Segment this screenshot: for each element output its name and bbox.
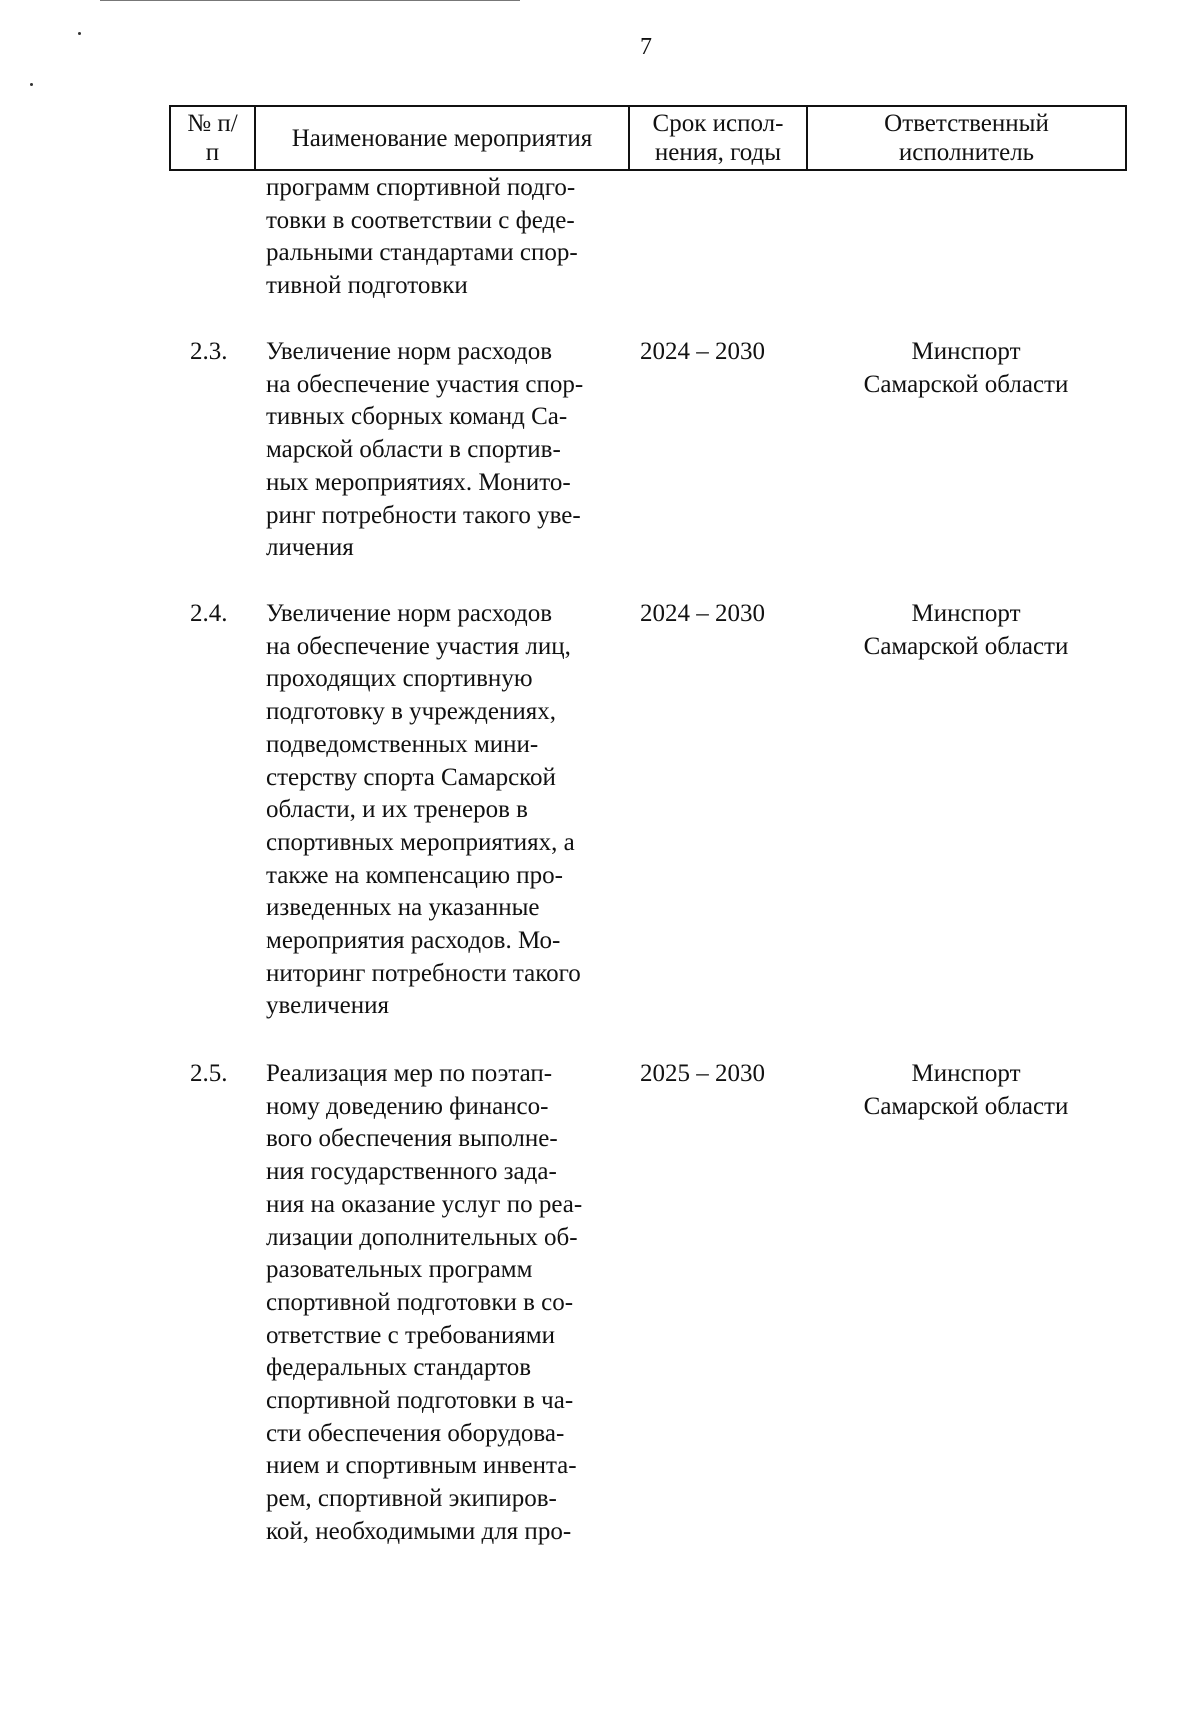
scan-speck (30, 83, 33, 86)
text-line: Увеличение норм расходов (266, 338, 553, 365)
text-line: ния на оказание услуг по реа- (266, 1190, 583, 1218)
header-term: Срок испол-нения, годы (630, 107, 808, 169)
responsible-line: Минспорт (911, 1060, 1021, 1087)
row-description (266, 598, 624, 1023)
text-line: спортивной подготовки в ча- (266, 1387, 574, 1415)
text-line: ния государственного зада- (266, 1158, 557, 1186)
row-description (266, 1058, 624, 1549)
row-number: 2.5. (190, 1060, 228, 1087)
text-line: спортивной подготовки в со- (266, 1288, 574, 1316)
text-line: изведенных на указанные (266, 894, 540, 922)
text-line: увеличения (266, 992, 390, 1020)
row-number: 2.4. (190, 600, 228, 627)
header-name: Наименование мероприятия (256, 107, 630, 169)
responsible-line: Минспорт (911, 600, 1021, 627)
text-line: личения (266, 534, 354, 562)
text-line: ответствие с требованиями (266, 1321, 556, 1349)
continuation-text (266, 172, 624, 303)
text-line: подведомственных мини- (266, 730, 539, 758)
row-responsible (826, 1058, 1106, 1123)
header-responsible: Ответственный исполнитель (884, 110, 1049, 166)
row-term: 2024 – 2030 (640, 600, 765, 627)
text-line: товки в соответствии с феде- (266, 206, 575, 234)
text-line: стерству спорта Самарской (266, 763, 556, 791)
text-line: тивных сборных команд Са- (266, 403, 568, 431)
text-line: также на компенсацию про- (266, 861, 563, 889)
text-line: ниторинг потребности такого (266, 959, 581, 987)
row-term: 2024 – 2030 (640, 338, 765, 365)
responsible-line: Самарской области (863, 370, 1069, 398)
text-line: подготовку в учреждениях, (266, 698, 556, 726)
text-line: мероприятия расходов. Мо- (266, 927, 561, 955)
scan-edge-line (100, 0, 520, 1)
text-line: сти обеспечения оборудова- (266, 1419, 565, 1447)
row-number: 2.3. (190, 338, 228, 365)
text-line: тивной подготовки (266, 272, 468, 300)
text-line: марской области в спортив- (266, 436, 561, 464)
text-line: спортивных мероприятиях, а (266, 828, 575, 856)
text-line: ному доведению финансо- (266, 1092, 549, 1120)
row-term: 2025 – 2030 (640, 1060, 765, 1087)
text-line: нием и спортивным инвента- (266, 1452, 577, 1480)
text-line: на обеспечение участия спор- (266, 370, 584, 398)
text-line: проходящих спортивную (266, 665, 533, 693)
row-description (266, 336, 624, 565)
row-responsible (826, 598, 1106, 663)
text-line: ральными стандартами спор- (266, 239, 578, 267)
scan-speck (78, 32, 81, 35)
text-line: ринг потребности такого уве- (266, 501, 581, 529)
text-line: Увеличение норм расходов (266, 600, 553, 627)
text-line: ных мероприятиях. Монито- (266, 468, 571, 496)
text-line: кой, необходимыми для про- (266, 1517, 572, 1545)
header-num: № п/п (171, 107, 256, 169)
text-line: разовательных программ (266, 1256, 533, 1284)
text-line: на обеспечение участия лиц, (266, 632, 571, 660)
text-line: программ спортивной подго- (266, 174, 576, 201)
responsible-line: Самарской области (863, 632, 1069, 660)
text-line: лизации дополнительных об- (266, 1223, 578, 1251)
text-line: рем, спортивной экипиров- (266, 1485, 557, 1513)
text-line: Реализация мер по поэтап- (266, 1060, 553, 1087)
page-number: 7 (640, 34, 652, 60)
table-header (169, 105, 1127, 171)
responsible-line: Самарской области (863, 1092, 1069, 1120)
text-line: вого обеспечения выполне- (266, 1125, 558, 1153)
text-line: области, и их тренеров в (266, 796, 528, 824)
responsible-line: Минспорт (911, 338, 1021, 365)
row-responsible (826, 336, 1106, 401)
text-line: федеральных стандартов (266, 1354, 532, 1382)
